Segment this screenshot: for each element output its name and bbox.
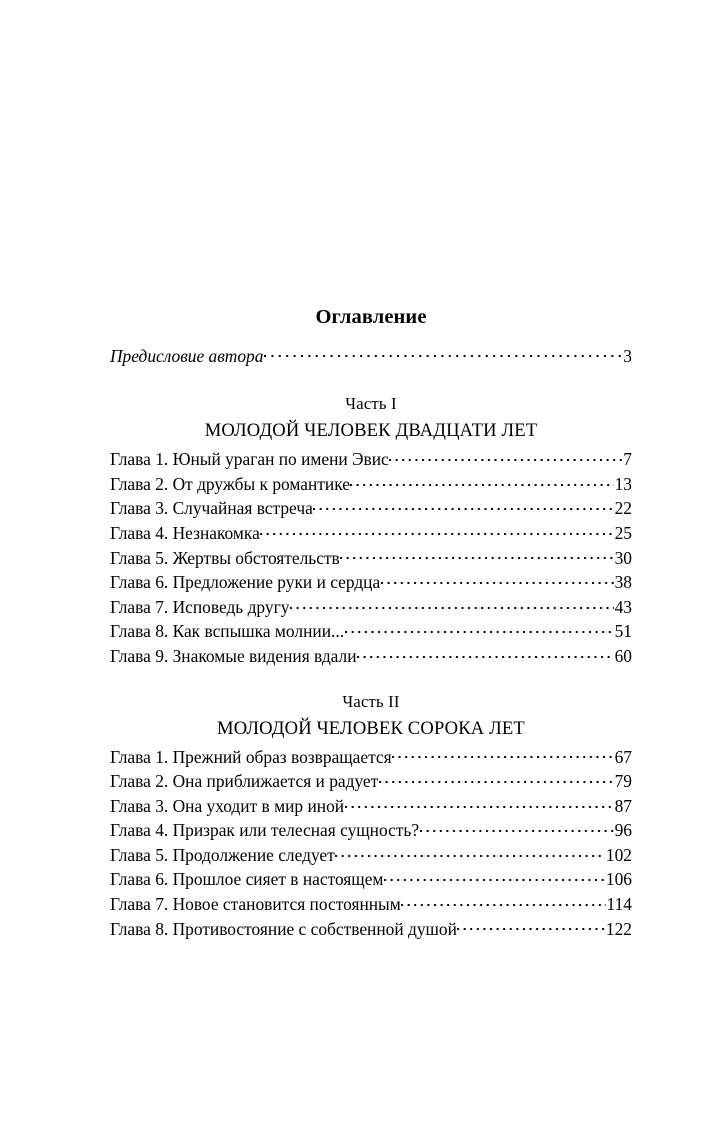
toc-entry-page-number: 22	[614, 498, 632, 519]
toc-entry-page-number: 67	[614, 746, 632, 767]
page-title: Оглавление	[315, 306, 427, 328]
toc-entry-page-number: 43	[614, 596, 632, 617]
toc-entry-label: Глава 8. Как вспышка молнии...	[110, 621, 345, 642]
part-subtitle: МОЛОДОЙ ЧЕЛОВЕК ДВАДЦАТИ ЛЕТ	[204, 420, 538, 442]
toc-entry[interactable]	[110, 644, 632, 669]
dot-leader	[389, 448, 622, 465]
toc-entry-page-number: 60	[614, 645, 632, 666]
toc-entry-label: Глава 9. Знакомые видения вдали	[110, 645, 357, 666]
toc-entry[interactable]	[110, 447, 632, 472]
part-heading-2	[110, 690, 632, 742]
chapter-list-part-2	[110, 745, 632, 942]
dot-leader	[313, 497, 613, 514]
toc-entry-label: Глава 3. Она уходит в мир иной	[110, 795, 345, 816]
dot-leader	[345, 794, 614, 811]
toc-entry-label: Глава 6. Предложение руки и сердца	[110, 572, 381, 593]
dot-leader	[384, 868, 605, 885]
toc-entry-label: Глава 6. Прошлое сияет в настоящем	[110, 869, 384, 890]
toc-entry-page-number: 106	[605, 869, 632, 890]
toc-entry-label: Глава 5. Жертвы обстоятельств	[110, 547, 340, 568]
toc-entry-page-number: 102	[605, 844, 632, 865]
toc-entry-label: Глава 4. Незнакомка	[110, 522, 260, 543]
part-heading-1	[110, 392, 632, 444]
toc-entry[interactable]	[110, 570, 632, 595]
toc-entry-label: Глава 8. Противостояние с собственной душой	[110, 918, 457, 939]
dot-leader	[457, 917, 604, 934]
dot-leader	[392, 745, 613, 762]
toc-entry-label: Глава 2. От дружбы к романтике	[110, 473, 350, 494]
dot-leader	[420, 819, 614, 836]
toc-entry-label: Глава 2. Она приближается и радует	[110, 771, 379, 792]
toc-entry[interactable]	[110, 892, 632, 917]
toc-entry[interactable]	[110, 521, 632, 546]
toc-entry[interactable]	[110, 472, 632, 497]
chapter-list-part-1	[110, 447, 632, 668]
toc-entry-page-number: 114	[606, 894, 632, 915]
toc-entry-label: Глава 7. Исповедь другу	[110, 596, 290, 617]
toc-entry[interactable]	[110, 769, 632, 794]
toc-entry[interactable]	[110, 496, 632, 521]
toc-entry-page-number: 122	[605, 918, 632, 939]
toc-entry-label: Глава 4. Призрак или телесная сущность?	[110, 820, 420, 841]
part-number: Часть I	[345, 394, 397, 414]
dot-leader	[357, 645, 614, 662]
toc-entry-label: Глава 1. Юный ураган по имени Эвис	[110, 449, 389, 470]
toc-entry-page-number: 13	[614, 473, 632, 494]
dot-leader	[335, 843, 605, 860]
toc-entry[interactable]	[110, 619, 632, 644]
part-subtitle: МОЛОДОЙ ЧЕЛОВЕК СОРОКА ЛЕТ	[217, 717, 525, 739]
toc-entry[interactable]	[110, 595, 632, 620]
toc-entry-label: Предисловие автора	[110, 345, 264, 366]
dot-leader	[264, 344, 622, 361]
toc-entry-page-number: 7	[623, 449, 632, 470]
toc-entry-label: Глава 7. Новое становится постоянным	[110, 894, 401, 915]
toc-entry[interactable]	[110, 867, 632, 892]
dot-leader	[381, 571, 614, 588]
dot-leader	[290, 595, 614, 612]
toc-entry-page-number: 51	[614, 621, 632, 642]
dot-leader	[340, 546, 613, 563]
toc-entry-preface[interactable]	[110, 344, 632, 369]
toc-entry-page-number: 30	[614, 547, 632, 568]
toc-entry-page-number: 25	[614, 522, 632, 543]
dot-leader	[260, 522, 613, 539]
toc-entry-label: Глава 1. Прежний образ возвращается	[110, 746, 392, 767]
part-number: Часть II	[342, 691, 400, 711]
dot-leader	[401, 893, 605, 910]
table-of-contents	[110, 306, 632, 941]
toc-entry[interactable]	[110, 818, 632, 843]
dot-leader	[379, 770, 614, 787]
toc-entry[interactable]	[110, 745, 632, 770]
toc-entry-page-number: 87	[614, 795, 632, 816]
toc-entry[interactable]	[110, 843, 632, 868]
toc-entry-page-number: 3	[623, 345, 632, 366]
dot-leader	[350, 472, 613, 489]
toc-entry-page-number: 79	[614, 771, 632, 792]
toc-entry-page-number: 96	[614, 820, 632, 841]
toc-entry-label: Глава 5. Продолжение следует	[110, 844, 335, 865]
toc-entry[interactable]	[110, 794, 632, 819]
dot-leader	[345, 620, 614, 637]
toc-entry-page-number: 38	[614, 572, 632, 593]
toc-entry[interactable]	[110, 546, 632, 571]
toc-entry[interactable]	[110, 917, 632, 942]
toc-entry-label: Глава 3. Случайная встреча	[110, 498, 313, 519]
